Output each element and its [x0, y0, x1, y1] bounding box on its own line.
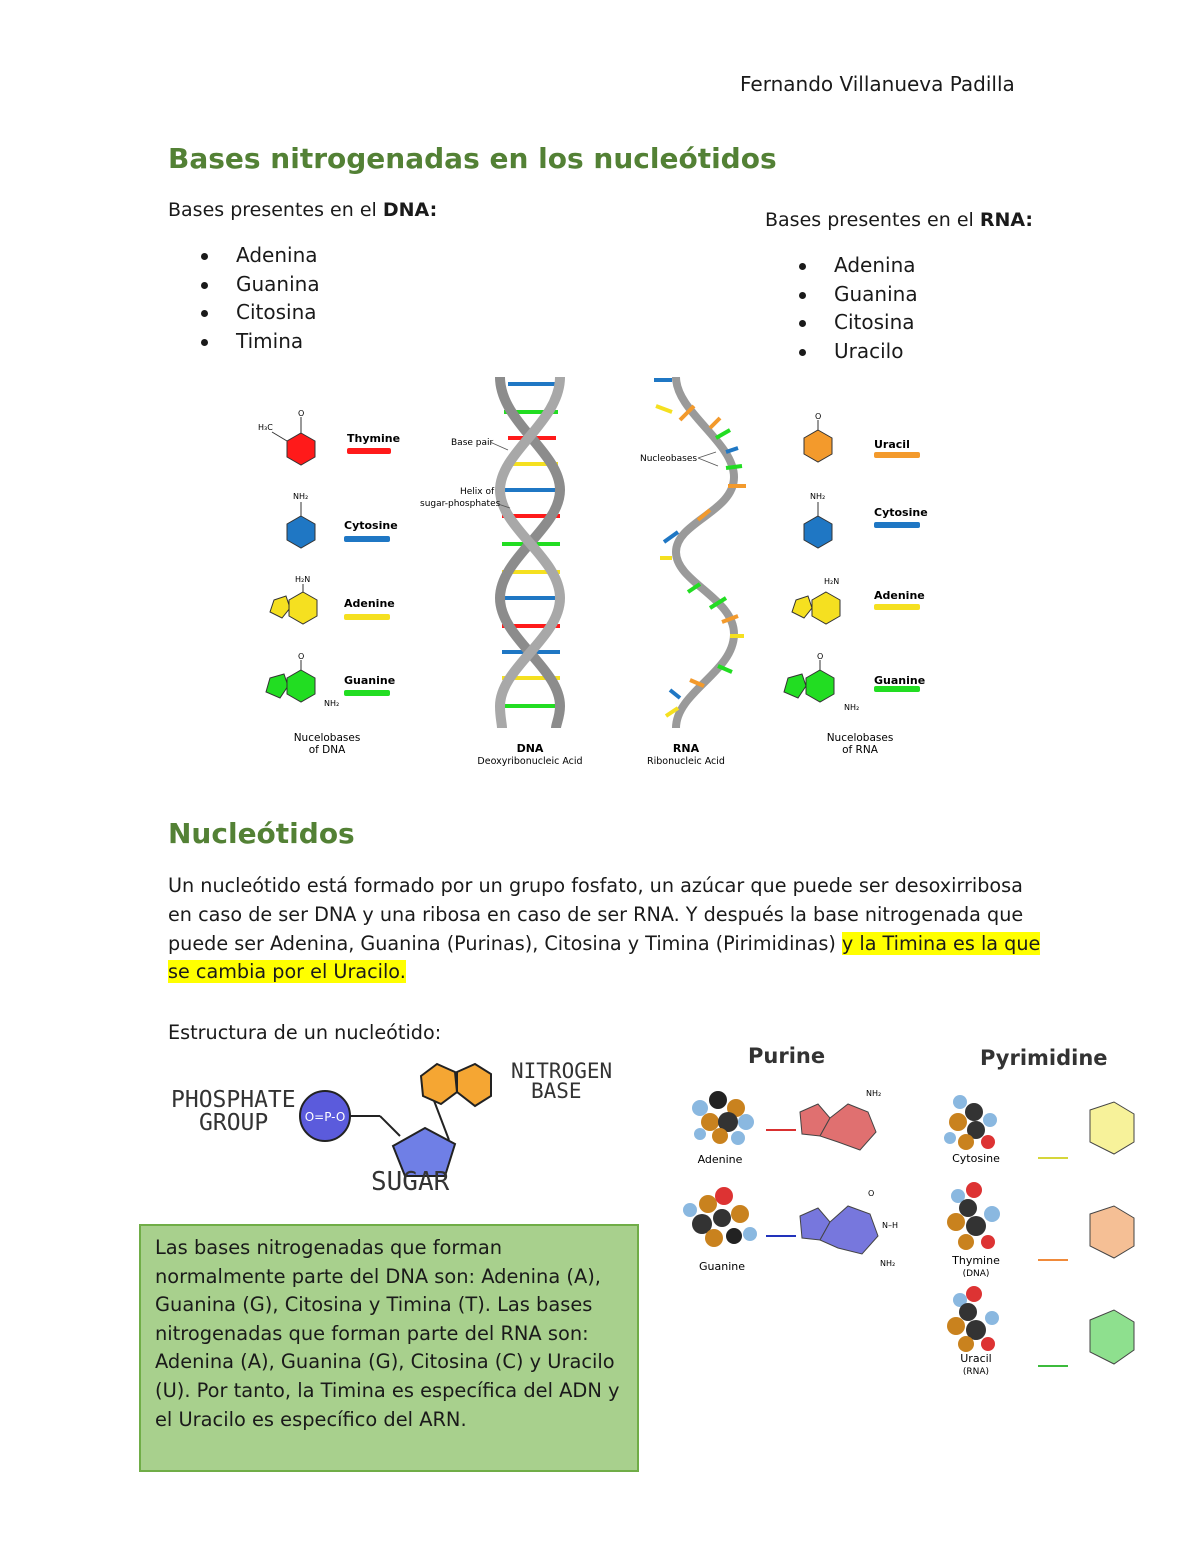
base-pair-label: Base pair: [451, 438, 494, 448]
guanine-label: Guanine: [344, 674, 396, 687]
svg-text:H₂N: H₂N: [824, 577, 840, 586]
rna-guanine-label: Guanine: [874, 674, 926, 687]
nucleobases-label: Nucleobases: [640, 454, 698, 464]
rna-bases-intro: [765, 206, 1033, 235]
rna-caption-1: Nucelobases: [826, 732, 894, 744]
thymine-note: (DNA): [962, 1269, 990, 1279]
helix-label-1: Helix of: [460, 487, 495, 497]
uracil-note: (RNA): [962, 1367, 990, 1377]
dna-subtitle: Deoxyribonucleic Acid: [477, 756, 583, 767]
adenine-caption: Adenine: [697, 1153, 743, 1166]
nucleotide-paragraph: [168, 872, 1048, 987]
rna-strand: [654, 377, 746, 728]
uracil-3d-model: [947, 1286, 999, 1352]
uracil-structure: [1090, 1310, 1134, 1364]
svg-text:NH₂: NH₂: [324, 699, 340, 708]
rna-intro-text: Bases presentes en el: [765, 209, 980, 231]
svg-text:O: O: [298, 652, 305, 661]
section-title-bases: Bases nitrogenadas en los nucleótidos: [168, 142, 777, 175]
thymine-molecule: [258, 409, 315, 465]
rna-adenine-bar: [874, 604, 920, 610]
list-item: Timina: [168, 327, 320, 356]
adenine-label: Adenine: [344, 597, 395, 610]
list-item: Citosina: [168, 298, 320, 327]
guanine-molecule: [266, 652, 339, 708]
dna-caption-2: of DNA: [308, 744, 346, 756]
cytosine-3d-model: [944, 1095, 997, 1150]
dna-intro-text: Bases presentes en el: [168, 199, 383, 221]
summary-note-text: Las bases nitrogenadas que forman normalmente parte del DNA son: Adenina (A), Guanina (G), Citosina y Timina (T). Las bases nitrogenadas que forman parte del RNA son: Adenina (A), Guanina (G), Citosina (C) y Uracilo (U). Por tanto, la Timina es específica del ADN y el Uracilo es específico del ARN.: [155, 1236, 620, 1431]
list-item: Uracilo: [766, 337, 918, 366]
nitrogen-base-ring-2: [457, 1064, 491, 1106]
thymine-3d-model: [947, 1182, 1000, 1250]
list-item: Guanina: [766, 280, 918, 309]
svg-text:NH₂: NH₂: [880, 1259, 896, 1268]
rna-cytosine-label: Cytosine: [874, 506, 928, 519]
rna-caption-2: of RNA: [842, 744, 878, 756]
phosphate-formula: O=P-O: [304, 1110, 346, 1124]
rna-intro-bold: RNA:: [979, 209, 1034, 231]
author-name: Fernando Villanueva Padilla: [740, 72, 1015, 96]
dna-helix: [500, 377, 560, 728]
svg-text:N–H: N–H: [882, 1221, 898, 1230]
paragraph-text: Un nucleótido está formado por un grupo fosfato, un azúcar que puede ser desoxirribosa en caso de ser DNA y una ribosa en caso de ser RNA. Y después la base nitrogenada que puede ser Adenina, Guanina (Purinas), Citosina y Timina (Pirimidinas): [168, 874, 1024, 955]
rna-subtitle: Ribonucleic Acid: [647, 756, 725, 767]
cytosine-label: Cytosine: [344, 519, 398, 532]
adenine-3d-model: [692, 1091, 754, 1145]
dna-title: DNA: [516, 742, 544, 755]
cytosine-caption: Cytosine: [952, 1152, 1000, 1165]
rna-cytosine-bar: [874, 522, 920, 528]
pyrimidine-title: Pyrimidine: [980, 1046, 1108, 1070]
uracil-label: Uracil: [874, 438, 910, 451]
phosphate-label-1: PHOSPHATE: [171, 1087, 296, 1113]
phosphate-label-2: GROUP: [199, 1110, 269, 1136]
guanine-structure: [800, 1189, 898, 1268]
cytosine-molecule: [287, 492, 315, 548]
thymine-bar: [347, 448, 391, 454]
rna-guanine-molecule: [784, 652, 859, 712]
list-item: Adenina: [766, 251, 918, 280]
uracil-molecule: [804, 412, 832, 462]
svg-text:NH₂: NH₂: [293, 492, 309, 501]
cytosine-structure: [1090, 1102, 1134, 1154]
dna-caption-1: Nucelobases: [293, 732, 361, 744]
structure-label: Estructura de un nucleótido:: [168, 1021, 442, 1044]
thymine-label: Thymine: [347, 432, 401, 445]
svg-text:O: O: [817, 652, 824, 661]
helix-label-2: sugar-phosphates: [420, 499, 501, 509]
rna-adenine-label: Adenine: [874, 589, 925, 602]
svg-text:O: O: [815, 412, 822, 421]
svg-text:H₃C: H₃C: [258, 423, 273, 432]
svg-text:NH₂: NH₂: [844, 703, 860, 712]
rna-cytosine-molecule: [804, 492, 832, 548]
adenine-structure: [800, 1089, 881, 1150]
thymine-structure: [1090, 1206, 1134, 1258]
svg-text:NH₂: NH₂: [810, 492, 826, 501]
adenine-bar: [344, 614, 390, 620]
purine-title: Purine: [748, 1044, 826, 1068]
svg-text:O: O: [298, 409, 305, 418]
dna-intro-bold: DNA:: [382, 199, 438, 221]
svg-text:O: O: [868, 1189, 875, 1198]
guanine-3d-model: [683, 1187, 757, 1247]
guanine-bar: [344, 690, 390, 696]
rna-title: RNA: [672, 742, 700, 755]
purine-pyrimidine-figure: [670, 1038, 1150, 1388]
summary-note-box: [139, 1224, 639, 1472]
uracil-bar: [874, 452, 920, 458]
guanine-caption: Guanine: [698, 1260, 746, 1273]
svg-text:H₂N: H₂N: [295, 575, 311, 584]
nitrogen-label-2: BASE: [531, 1079, 582, 1103]
uracil-caption: Uracil: [960, 1352, 992, 1365]
list-item: Adenina: [168, 241, 320, 270]
rna-bases-list: [766, 251, 918, 365]
highlighted-text: y la Timina es la que se cambia por el Uracilo.: [168, 931, 1041, 984]
section-title-nucleotidos: Nucleótidos: [168, 817, 355, 850]
adenine-molecule: [270, 575, 317, 624]
cytosine-bar: [344, 536, 390, 542]
dna-bases-list: [168, 241, 320, 355]
nucleotide-structure-figure: [165, 1052, 625, 1202]
sugar-label: SUGAR: [371, 1167, 450, 1197]
list-item: Guanina: [168, 270, 320, 299]
rna-adenine-molecule: [792, 577, 840, 624]
dna-bases-intro: [168, 196, 437, 225]
nitrogen-base-ring-1: [421, 1064, 457, 1104]
list-item: Citosina: [766, 308, 918, 337]
thymine-caption: Thymine: [952, 1254, 1000, 1267]
dna-rna-figure: [240, 372, 960, 772]
nitrogen-label-1: NITROGEN: [511, 1059, 613, 1083]
svg-text:NH₂: NH₂: [866, 1089, 882, 1098]
